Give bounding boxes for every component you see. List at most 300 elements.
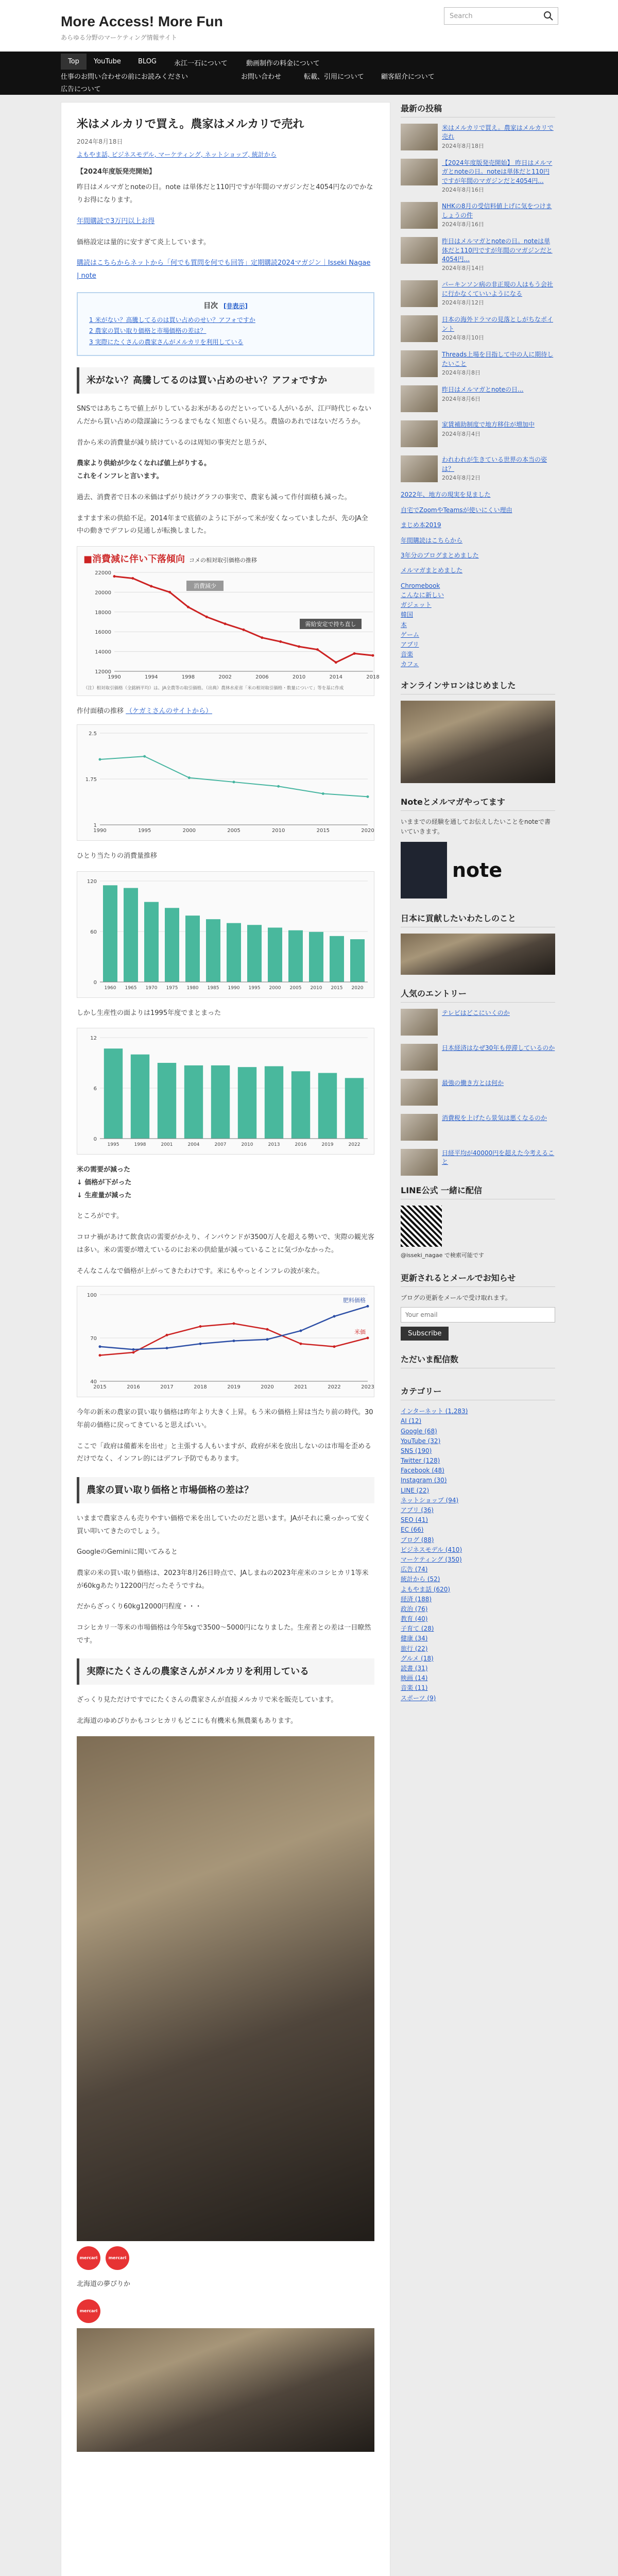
- salon-banner[interactable]: [401, 701, 555, 783]
- paragraph: ひとり当たりの消費量推移: [77, 852, 158, 860]
- y-tick-label: 12: [90, 1036, 97, 1042]
- x-tick-label: 1994: [144, 674, 158, 680]
- source-link[interactable]: （ケガミさんのサイトから）: [126, 707, 212, 716]
- notice-link-2[interactable]: 購読はこちらからネットから「何でも質問を何でも回答」定期購読2024マガジン｜Isseki Nagae | note: [77, 259, 371, 280]
- contribution-banner[interactable]: [401, 934, 555, 975]
- category-title: カテゴリー: [401, 1385, 555, 1400]
- category-item[interactable]: 政治 (76): [401, 1605, 428, 1613]
- recent-post[interactable]: [401, 385, 555, 412]
- category-item[interactable]: Facebook (48): [401, 1467, 444, 1475]
- toc-title: 目次: [203, 301, 218, 310]
- note-banner[interactable]: [401, 842, 555, 899]
- paragraph: 北海道のゆめぴりかもコシヒカリもどこにも有機米も無農薬もあります。: [77, 1717, 297, 1725]
- post-title[interactable]: 家賃補助制度で地方移住が増加中: [442, 421, 535, 429]
- data-point: [187, 606, 190, 608]
- data-point: [279, 640, 282, 643]
- post-title[interactable]: 米はメルカリで買え。農家はメルカリで売れ: [442, 124, 554, 141]
- data-point: [143, 755, 146, 758]
- sidebar-link[interactable]: 3年分のブログまとめました: [401, 551, 479, 559]
- product-photo: [77, 2328, 374, 2452]
- ranking-item[interactable]: [401, 1114, 555, 1141]
- table-of-contents: [77, 292, 374, 357]
- post-thumbnail[interactable]: [401, 350, 438, 377]
- recent-post[interactable]: [401, 159, 555, 194]
- series-label: 米価: [354, 1329, 366, 1336]
- paragraph: コシヒカリ一等米の市場価格は今年5kgで3500〜5000円になりました。生産者との差は一目瞭然です。: [77, 1624, 371, 1645]
- data-point: [166, 1334, 168, 1336]
- bar: [185, 916, 200, 982]
- data-point: [353, 652, 356, 655]
- nav-video-price[interactable]: 動画制作の料金について: [246, 60, 320, 67]
- toc-toggle[interactable]: [非表示]: [223, 302, 248, 310]
- x-tick-label: 1985: [207, 985, 219, 991]
- category-item[interactable]: アプリ (36): [401, 1506, 434, 1514]
- bar: [247, 925, 262, 982]
- ranking-title-text[interactable]: 日本経済はなぜ30年も停滞しているのか: [442, 1044, 555, 1052]
- chart-note: （注）相対取引価格（全銘柄平均）は、JA全農等の取引価格。（出典）農林水産省「米の相対取引価格・数量について」等を基に作成: [83, 685, 344, 691]
- chart-4-plot: [77, 1028, 375, 1152]
- mercari-logo: mercari: [106, 2246, 129, 2270]
- data-point: [367, 1305, 369, 1308]
- data-point: [335, 661, 337, 664]
- article-categories: [77, 150, 374, 159]
- recent-post[interactable]: [401, 280, 555, 307]
- category-links[interactable]: よもやま話, ビジネスモデル, マーケティング, ネットショップ, 統計から: [77, 150, 277, 158]
- chart-3-plot: [77, 872, 375, 995]
- x-tick-label: 2001: [161, 1142, 173, 1148]
- chart-2-plot: [77, 725, 375, 838]
- notice-text: 昨日はメルマガとnoteの日。note は単体だと110円ですが年間のマガジンだと4054円なのでかなりお得になります。: [77, 183, 373, 205]
- category-item[interactable]: SNS (190): [401, 1447, 432, 1454]
- planted-area-chart: [77, 724, 374, 841]
- category-item[interactable]: 経済 (188): [401, 1595, 432, 1603]
- post-thumbnail[interactable]: [401, 280, 438, 307]
- ranking-item[interactable]: [401, 1009, 555, 1036]
- nav-referral[interactable]: 顧客紹介について: [381, 73, 435, 81]
- post-date: 2024年8月16日: [442, 221, 484, 228]
- post-thumbnail[interactable]: [401, 159, 438, 185]
- y-tick-label: 120: [87, 878, 97, 885]
- recent-post[interactable]: [401, 420, 555, 447]
- x-tick-label: 2023: [361, 1384, 374, 1391]
- post-title[interactable]: Threads上場を目指して中の人に期待したいこと: [442, 351, 554, 367]
- category-item[interactable]: グルメ (18): [401, 1654, 434, 1662]
- post-title[interactable]: 日本の海外ドラマの見落としがちなポイント: [442, 316, 554, 332]
- series-line-肥料価格: [100, 1307, 368, 1350]
- paragraph: ところがです。: [77, 1212, 123, 1221]
- toc-item[interactable]: 3 実際にたくさんの農家さんがメルカリを利用している: [89, 338, 244, 346]
- ranking-item[interactable]: [401, 1149, 555, 1176]
- x-tick-label: 2019: [321, 1142, 334, 1148]
- y-tick-label: 40: [90, 1379, 97, 1385]
- data-point: [233, 781, 235, 783]
- x-tick-label: 1975: [166, 985, 178, 991]
- bar: [350, 939, 365, 982]
- rice-fertilizer-chart: [77, 1286, 374, 1397]
- nav-about[interactable]: 永江一石について: [174, 60, 228, 67]
- bar: [124, 888, 138, 981]
- x-tick-label: 2017: [160, 1384, 174, 1391]
- data-point: [322, 792, 324, 795]
- rice-price-chart: [77, 546, 380, 696]
- ranking-thumbnail[interactable]: [401, 1114, 438, 1141]
- ranking-thumbnail[interactable]: [401, 1149, 438, 1176]
- bar: [291, 1072, 310, 1139]
- category-item[interactable]: 読書 (31): [401, 1665, 428, 1672]
- tag-item[interactable]: 音楽: [401, 651, 414, 658]
- nav-blog[interactable]: BLOG: [138, 58, 157, 65]
- ranking-item[interactable]: [401, 1079, 555, 1106]
- x-tick-label: 1995: [107, 1142, 119, 1148]
- data-point: [277, 785, 280, 788]
- post-title[interactable]: NHKの8月の受信料値上げに気をつけましょうの件: [442, 202, 552, 219]
- subscribe-button[interactable]: Subscribe: [401, 1327, 449, 1341]
- data-point: [224, 622, 227, 625]
- x-tick-label: 1990: [228, 985, 240, 991]
- bar: [227, 923, 241, 981]
- x-tick-label: 2015: [316, 828, 330, 834]
- tag-item[interactable]: 韓国: [401, 611, 414, 619]
- x-tick-label: 2018: [194, 1384, 207, 1391]
- recruit-title: ただいま配信数: [401, 1353, 555, 1368]
- x-tick-label: 1965: [125, 985, 137, 991]
- email-field[interactable]: [401, 1307, 555, 1323]
- x-tick-label: 2007: [214, 1142, 227, 1148]
- nav-youtube[interactable]: YouTube: [94, 58, 121, 65]
- paragraph: ここで「政府は備蓄米を出せ」と主張する人もいますが、政府が米を放出しないのは市場を歪めるだけでなく、インフレ的にはデフレ予防でもあります。: [77, 1442, 372, 1463]
- line-text: @isseki_nagae で検索可能です: [401, 1251, 484, 1259]
- category-item[interactable]: 広告 (74): [401, 1566, 428, 1573]
- post-title[interactable]: パーキンソン病の非正規の人はもう会社に行かなくていいようになる: [442, 281, 553, 297]
- post-date: 2024年8月12日: [442, 299, 484, 307]
- series-label: 肥料価格: [343, 1297, 366, 1304]
- x-tick-label: 2018: [366, 674, 380, 680]
- search-input[interactable]: [444, 7, 558, 25]
- sidebar-link[interactable]: 2022年、地方の現実を見ました: [401, 491, 491, 499]
- mercari-logo: mercari: [77, 2246, 100, 2270]
- data-point: [99, 758, 101, 761]
- category-item[interactable]: インターネット (1,283): [401, 1408, 468, 1415]
- nav-before-contact[interactable]: 仕事のお問い合わせの前にお読みください: [61, 73, 188, 81]
- bar: [131, 1055, 149, 1139]
- paragraph: 今年の新米の農家の買い取り価格は昨年より大きく上昇。もう米の価格上昇は当たり前の時代。30年前の価格に戻ってきていると思えばいい。: [77, 1409, 373, 1429]
- category-item[interactable]: 健康 (34): [401, 1635, 428, 1642]
- data-point: [300, 1330, 302, 1332]
- paragraph: いままで農家さんも売りやすい価格で米を出していたのだと思います。JAがそれに乗っかって安く買い叩いてきたのでしょう。: [77, 1514, 371, 1535]
- site-header: [0, 0, 618, 52]
- paragraph: SNSではあちこちで値上がりしているお米があるのだといっている人がいるが、江戸時代じゃないんだから買い占めの陰謀論にうつるまでもなく知恵ぐらい見ろ。農協のあれではないだろうか。: [77, 405, 372, 426]
- recent-post[interactable]: [401, 237, 555, 272]
- x-tick-label: 2022: [348, 1142, 360, 1148]
- article-title: 米はメルカリで買え。農家はメルカリで売れ: [77, 118, 304, 131]
- post-thumbnail[interactable]: [401, 237, 438, 264]
- line-qr-code[interactable]: [401, 1206, 442, 1247]
- nav-ads[interactable]: 広告について: [61, 86, 101, 93]
- data-point: [150, 585, 152, 587]
- ranking-title-text[interactable]: テレビはどこにいくのか: [442, 1009, 510, 1016]
- category-item[interactable]: ブログ (88): [401, 1536, 434, 1544]
- notice-link[interactable]: 年間購読で3万円以上お得: [77, 217, 155, 225]
- bar: [144, 902, 159, 981]
- post-date: 2024年8月2日: [442, 474, 480, 482]
- note-title: Noteとメルマガやってます: [401, 795, 555, 811]
- recent-post[interactable]: [401, 202, 555, 229]
- consumption-chart: [77, 871, 374, 998]
- tag-item[interactable]: ガジェット: [401, 601, 432, 609]
- category-item[interactable]: Instagram (30): [401, 1477, 447, 1484]
- x-tick-label: 2019: [227, 1384, 241, 1391]
- category-item[interactable]: LINE (22): [401, 1486, 430, 1494]
- recent-post[interactable]: [401, 315, 555, 342]
- category-item[interactable]: 音楽 (11): [401, 1684, 428, 1692]
- post-title[interactable]: 【2024年度版発売開始】 昨日はメルマガとnoteの日。noteは単体だと110円ですが年間のマガジンだと4054円...: [442, 159, 553, 184]
- ranking-title-text[interactable]: 消費税を上げたら景気は悪くなるのか: [442, 1114, 547, 1122]
- search-icon[interactable]: [542, 10, 555, 22]
- bar: [103, 885, 117, 982]
- data-point: [266, 1338, 269, 1341]
- note-text: いままでの経験を通してお伝えしたいことをnoteで書いていきます。: [401, 818, 551, 835]
- data-point: [316, 648, 319, 651]
- x-tick-label: 1998: [134, 1142, 146, 1148]
- category-item[interactable]: ビジネスモデル (410): [401, 1546, 462, 1553]
- category-item[interactable]: 子育て (28): [401, 1625, 434, 1633]
- category-item[interactable]: YouTube (32): [401, 1437, 441, 1445]
- data-point: [113, 575, 116, 578]
- category-item[interactable]: 統計から (52): [401, 1575, 440, 1583]
- category-item[interactable]: スポーツ (9): [401, 1694, 436, 1702]
- badge-label: 消費減少: [194, 582, 216, 589]
- data-point: [367, 795, 369, 798]
- paragraph: しかし生産性の面よりは1995年度でまとまった: [77, 1009, 221, 1017]
- bar: [184, 1065, 203, 1139]
- bar: [268, 927, 282, 982]
- category-item[interactable]: SEO (41): [401, 1516, 428, 1524]
- tag-heading[interactable]: Chromebook: [401, 582, 440, 589]
- x-tick-label: 2010: [271, 828, 285, 834]
- ranking-thumbnail[interactable]: [401, 1009, 438, 1036]
- paragraph: 昔から米の消費量が減り続けているのは周知の事実だと思うが、: [77, 438, 271, 447]
- paragraph: ますます米の供給不足。2014年まで底値のように下がって米が安くなっていましたが、先のJA全中の動きでデフレの見通しが転換しました。: [77, 514, 368, 535]
- site-title[interactable]: More Access! More Fun: [61, 13, 223, 29]
- bar: [345, 1078, 364, 1139]
- x-tick-label: 2014: [329, 674, 343, 680]
- nav-top[interactable]: Top: [61, 54, 87, 70]
- ranking-thumbnail[interactable]: [401, 1044, 438, 1071]
- x-tick-label: 1970: [145, 985, 158, 991]
- paragraph: ざっくり見ただけですでにたくさんの農家さんが直接メルカリで米を販売しています。: [77, 1696, 338, 1704]
- y-tick-label: 14000: [95, 649, 111, 655]
- badge-label: 需給安定で持ち直し: [305, 620, 356, 628]
- chart-1-plot: [83, 565, 380, 684]
- y-tick-label: 16000: [95, 630, 111, 636]
- y-tick-label: 12000: [95, 669, 111, 675]
- x-tick-label: 1990: [108, 674, 121, 680]
- source-label: 作付面積の推移: [77, 707, 124, 716]
- x-tick-label: 2010: [310, 985, 322, 991]
- category-item[interactable]: マーケティング (350): [401, 1555, 462, 1563]
- recent-posts-title: 最新の投稿: [401, 102, 555, 117]
- bar: [165, 908, 179, 982]
- post-thumbnail[interactable]: [401, 420, 438, 447]
- category-item[interactable]: Google (68): [401, 1427, 437, 1435]
- x-tick-label: 2000: [269, 985, 281, 991]
- paragraph: だからざっくり60kg12000円程度・・・: [77, 1603, 202, 1611]
- data-point: [233, 1340, 235, 1342]
- data-point: [131, 577, 134, 580]
- post-thumbnail[interactable]: [401, 202, 438, 229]
- bar: [330, 936, 344, 982]
- x-tick-label: 1995: [248, 985, 261, 991]
- category-item[interactable]: Twitter (128): [401, 1457, 440, 1465]
- x-tick-label: 2022: [328, 1384, 341, 1391]
- category-item[interactable]: 映画 (14): [401, 1674, 428, 1682]
- paragraph: 農家の米の買い取り価格は、2023年8月26日時点で、JAしまねの2023年産米のコシヒカリ1等米が60kgあたり12200円だったそうですね。: [77, 1569, 369, 1590]
- post-thumbnail[interactable]: [401, 315, 438, 342]
- y-tick-label: 100: [87, 1293, 97, 1299]
- post-title[interactable]: 昨日はメルマガとnoteの日。noteは単体だと110円ですが年間のマガジンだと4054円...: [442, 238, 553, 263]
- category-item[interactable]: AI (12): [401, 1417, 422, 1425]
- contribution-title: 日本に貢献したいわたしのこと: [401, 912, 555, 927]
- post-date: 2024年8月18日: [442, 142, 484, 149]
- category-item[interactable]: よもやま話 (620): [401, 1585, 451, 1593]
- post-thumbnail[interactable]: [401, 124, 438, 150]
- tag-item[interactable]: カフェ: [401, 660, 419, 668]
- x-tick-label: 2020: [261, 1384, 274, 1391]
- post-date: 2024年8月16日: [442, 187, 484, 194]
- data-point: [333, 1346, 336, 1348]
- paragraph: 過去、消費者で日本の米価はずがり続けグラフの事実で、農家も減って作付面積も減った。: [77, 493, 351, 501]
- y-tick-label: 1: [93, 823, 97, 829]
- tag-item[interactable]: こんなに新しい: [401, 591, 444, 599]
- chart-subtitle: コメの相対取引価格の推移: [189, 556, 258, 564]
- y-tick-label: 60: [90, 929, 97, 935]
- data-point: [99, 1346, 101, 1348]
- paragraph: GoogleのGeminiに聞いてみると: [77, 1548, 178, 1556]
- note-logo: note: [452, 858, 503, 882]
- sidebar-link[interactable]: まじめ本2019: [401, 521, 441, 529]
- section-heading: 農家の買い取り価格と市場価格の差は？: [77, 1477, 374, 1503]
- y-tick-label: 0: [93, 979, 97, 986]
- category-item[interactable]: ネットショップ (94): [401, 1496, 459, 1504]
- x-tick-label: 1980: [186, 985, 199, 991]
- y-tick-label: 22000: [95, 570, 111, 576]
- category-item[interactable]: EC (66): [401, 1526, 424, 1534]
- y-tick-label: 20000: [95, 590, 111, 596]
- recent-post[interactable]: [401, 124, 555, 150]
- y-tick-label: 6: [93, 1086, 97, 1092]
- sidebar-link[interactable]: メルマガまとめました: [401, 567, 463, 574]
- nav-reprint[interactable]: 転載、引用について: [304, 73, 364, 81]
- y-tick-label: 18000: [95, 609, 111, 616]
- sidebar-link[interactable]: 自宅でZoomやTeamsが使いにくい理由: [401, 506, 512, 514]
- x-tick-label: 2002: [218, 674, 232, 680]
- post-date: 2024年8月4日: [442, 430, 480, 437]
- x-tick-label: 1995: [138, 828, 151, 834]
- category-list: [401, 1406, 555, 1703]
- tag-item[interactable]: アプリ: [401, 641, 419, 649]
- toc-item[interactable]: 1 米がない？高騰してるのは買い占めのせい？アフォですか: [89, 316, 255, 324]
- note-avatar: [401, 842, 447, 899]
- bar: [288, 930, 303, 981]
- list-item: ↓ 生産量が減った: [77, 1191, 132, 1199]
- recent-post[interactable]: [401, 455, 555, 482]
- x-tick-label: 1960: [104, 985, 116, 991]
- tag-item[interactable]: ゲーム: [401, 631, 420, 638]
- bar: [211, 1065, 230, 1139]
- toc-item[interactable]: 2 農家の買い取り価格と市場価格の差は？: [89, 327, 207, 335]
- data-point: [99, 1354, 101, 1357]
- ranking-title-text[interactable]: 最強の働き方とは何か: [442, 1079, 504, 1087]
- notice-heading: 【2024年度版発売開始】: [77, 167, 156, 176]
- x-tick-label: 2010: [241, 1142, 253, 1148]
- list-item: ↓ 価格が下がった: [77, 1179, 132, 1187]
- data-point: [300, 1343, 302, 1345]
- data-point: [367, 1337, 369, 1340]
- emphasis: これをインフレと言います。: [77, 472, 163, 481]
- mail-text: ブログの更新をメールで受け取れます。: [401, 1294, 511, 1301]
- y-tick-label: 2.5: [89, 731, 97, 737]
- salon-title: オンラインサロンはじめました: [401, 679, 555, 694]
- data-point: [205, 616, 208, 618]
- list-heading: 米の需要が減った: [77, 1166, 131, 1174]
- ranking-item[interactable]: [401, 1044, 555, 1071]
- x-tick-label: 2010: [292, 674, 306, 680]
- y-tick-label: 0: [93, 1137, 97, 1143]
- data-point: [199, 1325, 202, 1328]
- data-point: [166, 1347, 168, 1349]
- main-content: [61, 102, 390, 2576]
- bar: [265, 1066, 283, 1139]
- article-date: 2024年8月18日: [77, 138, 123, 145]
- nav-contact[interactable]: お問い合わせ: [241, 73, 282, 81]
- post-thumbnail[interactable]: [401, 385, 438, 412]
- production-chart: [77, 1028, 374, 1155]
- data-point: [266, 1328, 269, 1331]
- mercari-logo: mercari: [77, 2299, 100, 2323]
- x-tick-label: 2015: [331, 985, 343, 991]
- mail-title: 更新されるとメールでお知らせ: [401, 1272, 555, 1287]
- category-item[interactable]: 旅行 (22): [401, 1645, 428, 1652]
- x-tick-label: 2004: [187, 1142, 200, 1148]
- x-tick-label: 2020: [351, 985, 364, 991]
- series-line-米価: [100, 1324, 368, 1355]
- ranking-title-text[interactable]: 日経平均が40000円を超えた今考えること: [442, 1149, 555, 1166]
- x-tick-label: 2020: [361, 828, 374, 834]
- post-date: 2024年8月14日: [442, 265, 484, 272]
- tag-item[interactable]: 本: [401, 621, 407, 629]
- data-point: [298, 645, 300, 648]
- notice-text-2: 価格設定は量的に安すぎて炎上しています。: [77, 238, 210, 246]
- ranking-thumbnail[interactable]: [401, 1079, 438, 1106]
- x-tick-label: 2015: [93, 1384, 107, 1391]
- post-date: 2024年8月6日: [442, 395, 480, 402]
- paragraph: そんなこんなで価格が上がってきたわけです。米にもやっとインフレの波が来た。: [77, 1267, 324, 1275]
- post-thumbnail[interactable]: [401, 455, 438, 482]
- x-tick-label: 1990: [93, 828, 107, 834]
- category-item[interactable]: 教育 (40): [401, 1615, 428, 1623]
- y-tick-label: 70: [90, 1336, 97, 1342]
- bar: [318, 1073, 337, 1139]
- data-point: [243, 629, 245, 631]
- sidebar-link[interactable]: 年間購読はこちらから: [401, 536, 463, 544]
- recent-post[interactable]: [401, 350, 555, 377]
- x-tick-label: 2016: [295, 1142, 307, 1148]
- section-heading: 実際にたくさんの農家さんがメルカリを利用している: [77, 1658, 374, 1685]
- post-title[interactable]: 昨日はメルマガとnoteの日...: [442, 386, 524, 394]
- x-tick-label: 2016: [127, 1384, 140, 1391]
- post-title[interactable]: われわれが生きている世界の本当の姿は？: [442, 456, 547, 472]
- photo-caption: 北海道の夢ぴりか: [77, 2280, 131, 2288]
